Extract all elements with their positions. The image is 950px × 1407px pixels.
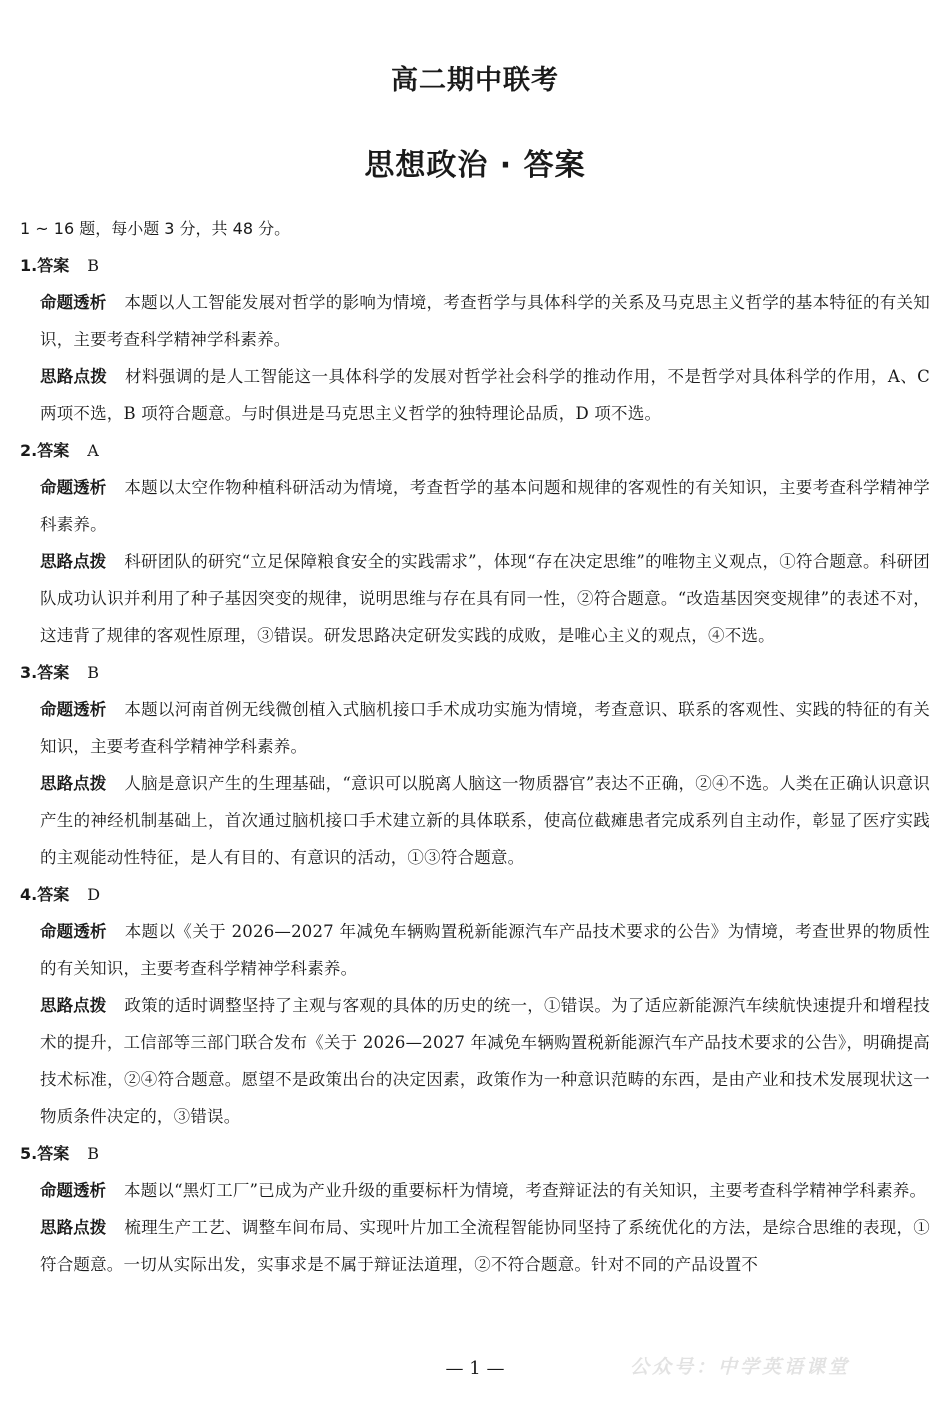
hint-paragraph — [20, 1209, 930, 1283]
question-answer-line — [20, 247, 930, 284]
hint-paragraph — [20, 358, 930, 432]
hint-paragraph — [20, 987, 930, 1135]
analysis-text: 本题以太空作物种植科研活动为情境，考查哲学的基本问题和规律的客观性的有关知识，主要考查科学精神学科素养。 — [40, 478, 931, 534]
answer-value: B — [87, 1144, 99, 1163]
analysis-label: 命题透析 — [40, 1181, 106, 1200]
analysis-text: 本题以《关于 2026—2027 年减免车辆购置税新能源汽车产品技术要求的公告》为情境，考查世界的物质性的有关知识，主要考查科学精神学科素养。 — [40, 922, 931, 978]
analysis-paragraph — [20, 1172, 930, 1209]
hint-text: 人脑是意识产生的生理基础，“意识可以脱离人脑这一物质器官”表达不正确，②④不选。人类在正确认识意识产生的神经机制基础上，首次通过脑机接口手术建立新的具体联系，使高位截瘫患者完成系列自主动作，彰显了医疗实践的主观能动性特征，是人有目的、有意识的活动，①③符合题意。 — [40, 774, 931, 867]
analysis-label: 命题透析 — [40, 293, 107, 312]
question-answer-line — [20, 432, 930, 469]
hint-paragraph — [20, 543, 930, 654]
hint-text: 科研团队的研究“立足保障粮食安全的实践需求”，体现“存在决定思维”的唯物主义观点，①符合题意。科研团队成功认识并利用了种子基因突变的规律，说明思维与存在具有同一性，②符合题意。“改造基因突变规律”的表述不对，这违背了规律的客观性原理，③错误。研发思路决定研发实践的成败，是唯心主义的观点，④不选。 — [40, 552, 930, 645]
question-number: 1. — [20, 256, 38, 275]
question-number: 4. — [20, 885, 38, 904]
answer-value: D — [87, 885, 101, 904]
question-number: 2. — [20, 441, 38, 460]
hint-label: 思路点拨 — [40, 1218, 107, 1237]
question-block — [20, 876, 930, 1135]
question-answer-line — [20, 654, 930, 691]
answer-value: B — [87, 663, 99, 682]
document-subtitle: 思想政治 · 答案 — [364, 148, 586, 183]
question-block — [20, 432, 930, 654]
question-number: 3. — [20, 663, 38, 682]
answer-label: 答案 — [37, 885, 70, 904]
question-number: 5. — [20, 1144, 38, 1163]
hint-label: 思路点拨 — [40, 774, 107, 793]
analysis-text: 本题以河南首例无线微创植入式脑机接口手术成功实施为情境，考查意识、联系的客观性、实践的特征的有关知识，主要考查科学精神学科素养。 — [40, 700, 931, 756]
analysis-text: 本题以人工智能发展对哲学的影响为情境，考查哲学与具体科学的关系及马克思主义哲学的基本特征的有关知识，主要考查科学精神学科素养。 — [40, 293, 931, 349]
answer-label: 答案 — [37, 663, 70, 682]
scoring-intro: 1 ~ 16 题，每小题 3 分，共 48 分。 — [20, 219, 291, 238]
question-answer-line — [20, 876, 930, 913]
page-number: — 1 — — [445, 1358, 505, 1379]
answer-label: 答案 — [37, 1144, 70, 1163]
analysis-label: 命题透析 — [40, 478, 107, 497]
question-answer-line — [20, 1135, 930, 1172]
hint-paragraph — [20, 765, 930, 876]
analysis-paragraph — [20, 691, 930, 765]
hint-text: 政策的适时调整坚持了主观与客观的具体的历史的统一，①错误。为了适应新能源汽车续航快速提升和增程技术的提升，工信部等三部门联合发布《关于 2026—2027 年减免车辆购置税新能源汽车产品技术要求的公告》，明确提高技术标准，②④符合题意。愿望不是政策出台的决定因素，政策作为一种意识范畴的东西，是由产业和技术发展现状这一物质条件决定的，③错误。 — [40, 996, 931, 1126]
hint-text: 材料强调的是人工智能这一具体科学的发展对哲学社会科学的推动作用，不是哲学对具体科学的作用，A、C 两项不选，B 项符合题意。与时俱进是马克思主义哲学的独特理论品质，D 项不选。 — [40, 367, 931, 423]
question-block — [20, 654, 930, 876]
analysis-paragraph — [20, 913, 930, 987]
hint-text: 梳理生产工艺、调整车间布局、实现叶片加工全流程智能协同坚持了系统优化的方法，是综合思维的表现，①符合题意。一切从实际出发，实事求是不属于辩证法道理，②不符合题意。针对不同的产品设置不 — [40, 1218, 931, 1274]
answer-label: 答案 — [37, 256, 70, 275]
analysis-text: 本题以“黑灯工厂”已成为产业升级的重要标杆为情境，考查辩证法的有关知识，主要考查科学精神学科素养。 — [124, 1181, 927, 1200]
document-title: 高二期中联考 — [391, 65, 559, 96]
analysis-paragraph — [20, 284, 930, 358]
answer-value: B — [87, 256, 99, 275]
analysis-paragraph — [20, 469, 930, 543]
analysis-label: 命题透析 — [40, 700, 107, 719]
answer-label: 答案 — [37, 441, 70, 460]
hint-label: 思路点拨 — [40, 996, 107, 1015]
analysis-label: 命题透析 — [40, 922, 107, 941]
question-block — [20, 1135, 930, 1283]
hint-label: 思路点拨 — [40, 367, 108, 386]
answer-value: A — [87, 441, 99, 460]
hint-label: 思路点拨 — [40, 552, 107, 571]
question-block — [20, 247, 930, 432]
answer-content — [20, 210, 930, 1283]
watermark-text: 公众号：中学英语课堂 — [630, 1356, 851, 1378]
